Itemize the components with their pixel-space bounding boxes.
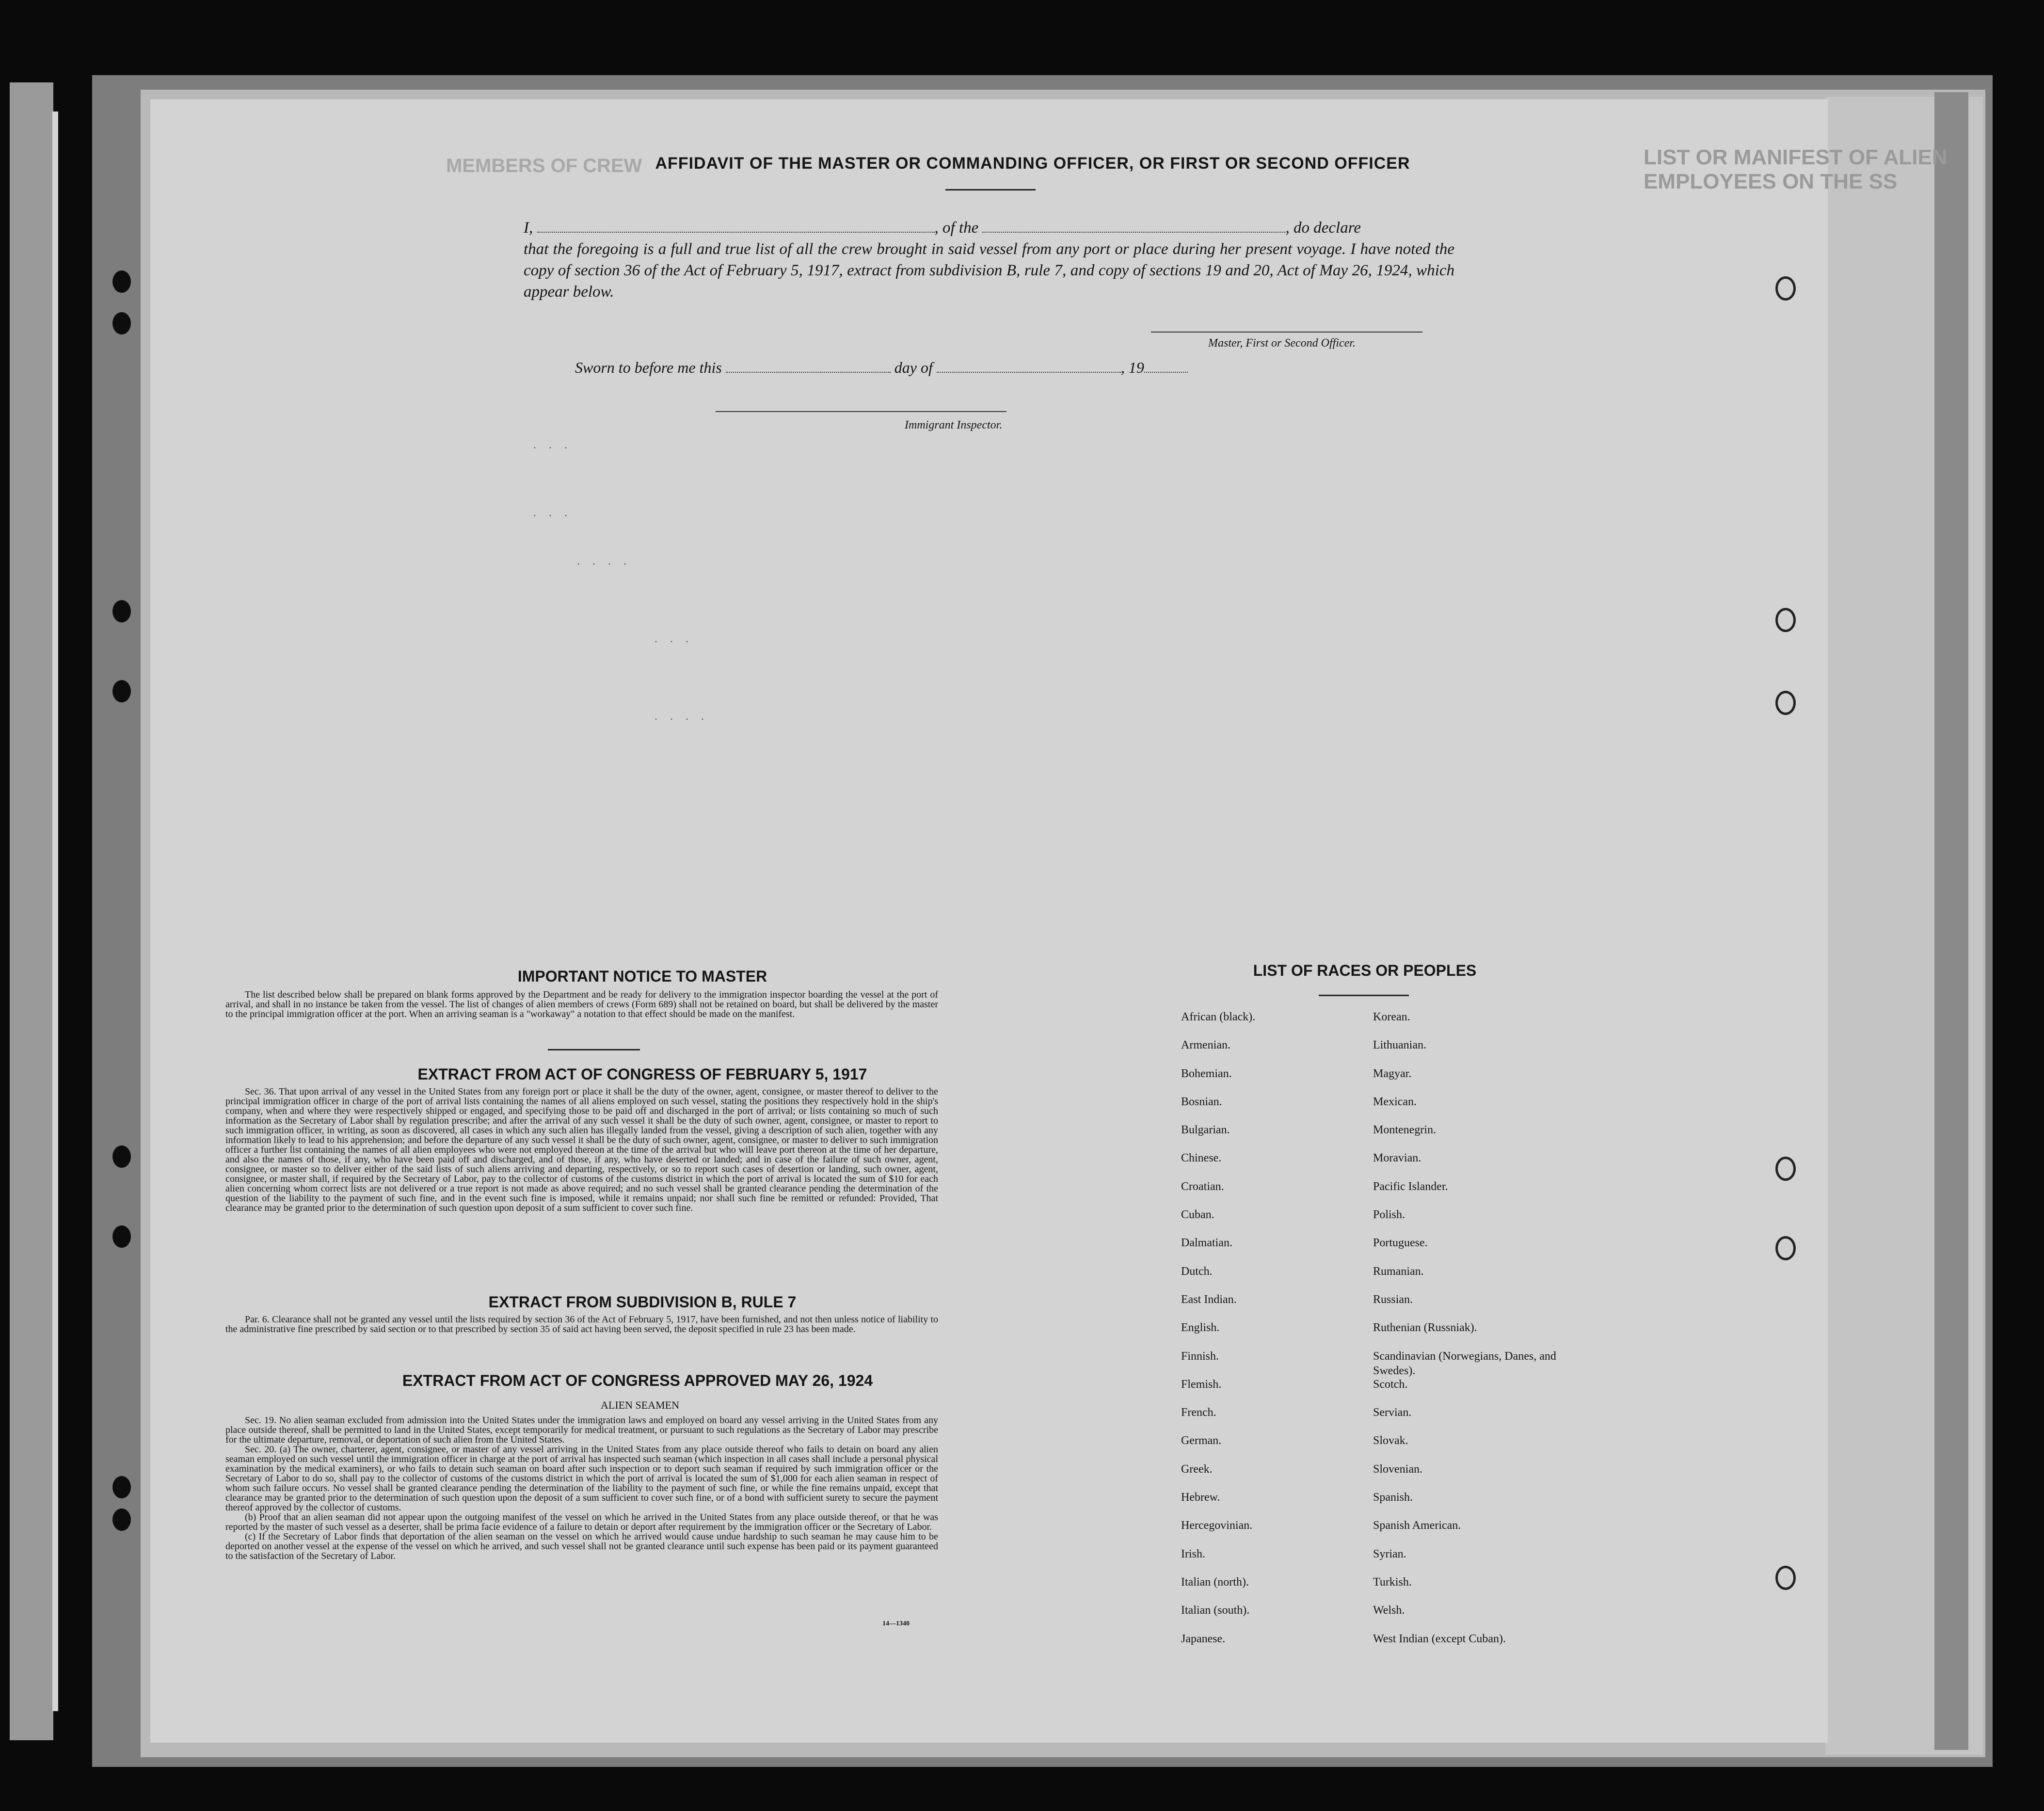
- race-item: Pacific Islander.: [1373, 1180, 1448, 1193]
- sec-20a-paragraph: Sec. 20. (a) The owner, charterer, agent, consignee, or master of any vessel arriving in the United States from any place outside thereof who fails to detain on board any alien seaman employed on such vessel until the immigration officer in charge at the port of arrival has inspected such seaman (which inspection in all cases shall include a personal physical examination by the medical examiners), or who fails to detain such seaman on board after such inspection or to deport such seaman if required by such immigration officer or the Secretary of Labor to do so, shall pay to the collector of customs of the customs district in which the port of arrival is located the sum of $1,000 for each alien seaman in respect of whom such failure occurs. No vessel shall be granted clearance pending the determination of the liability to the payment of such fine, or while the fine remains unpaid, except that clearance may be granted prior to the determination of such question upon the deposit of a sum sufficient to cover such fine, or of a bond with sufficient surety to secure the payment thereof approved by the collector of customs.: [225, 1444, 938, 1513]
- race-item: German.: [1181, 1434, 1222, 1447]
- race-item: Bulgarian.: [1181, 1124, 1230, 1137]
- race-item: Spanish American.: [1373, 1519, 1461, 1532]
- race-item: Portuguese.: [1373, 1237, 1428, 1250]
- race-item: Chinese.: [1181, 1152, 1222, 1165]
- sworn-month-blank[interactable]: [937, 363, 1121, 373]
- race-item: Finnish.: [1181, 1350, 1219, 1363]
- race-item: Hebrew.: [1181, 1491, 1220, 1504]
- extract-1917-paragraph: Sec. 36. That upon arrival of any vessel in the United States from any foreign port or place it shall be the duty of the owner, agent, consignee, or master thereof to deliver to the principal immigration officer in charge of the port of arrival lists containing the names of all aliens employed on such vessel, stating the positions they respectively hold in the ship's company, when and where they were respectively shipped or engaged, and specifying those to be paid off and discharged in the port of arrival; or lists containing so much of such information as the Secretary of Labor shall by regulation prescribe; and after the arrival of any such vessel it shall be the duty of such owner, agent, consignee, or master to report to such immigration officer, in writing, as soon as discovered, all cases in which any such alien has illegally landed from the vessel, giving a description of such alien, together with any information likely to lead to his apprehension; and before the departure of any such vessel it shall be the duty of such owner, agent, consignee, or master to deliver to such immigration officer a further list containing the names of all alien employees who were not employed thereon at the time of the arrival but who will leave port thereon at the time of her departure, and also the names of those, if any, who have been paid off and discharged, and of those, if any, who have deserted or landed; and in case of the failure of such owner, agent, consignee, or master so to deliver either of the said lists of such aliens arriving and departing, respectively, or so to report such cases of desertion or landing, such owner, agent, consignee, or master shall, if required by the Secretary of Labor, pay to the collector of customs of the customs district in which the port of arrival is located the sum of $10 for each alien concerning whom correct lists are not delivered or a true report is not made as above required; and no such vessel shall be granted clearance pending the determination of the question of the liability to the payment of such fine, and in the event such fine is imposed, while it remains unpaid; nor shall such fine be remitted or refunded: Provided, That clearance may be granted prior to the determination of such question upon deposit of a sum sufficient to cover such fine.: [225, 1086, 938, 1213]
- binder-hole-right: [1775, 1566, 1796, 1590]
- race-item: Scotch.: [1373, 1378, 1408, 1391]
- binder-hole: [112, 680, 131, 702]
- binder-hole: [112, 1145, 131, 1168]
- faint-dots: . . .: [533, 507, 572, 519]
- race-item: East Indian.: [1181, 1293, 1237, 1306]
- race-item: Slovenian.: [1373, 1462, 1422, 1476]
- race-item: Hercegovinian.: [1181, 1519, 1253, 1532]
- sworn-year-label: , 19: [1120, 359, 1144, 376]
- vessel-blank[interactable]: [982, 232, 1285, 233]
- extract-1917-body: [225, 1087, 938, 1213]
- affidavit-text: [524, 217, 1454, 302]
- sec-19-paragraph: Sec. 19. No alien seaman excluded from admission into the United States under the immigration laws and employed on board any vessel arriving in the United States from any place outside thereof, shall be permitted to land in the United States, except temporarily for medical treatment, or pursuant to such regulations as the Secretary of Labor may prescribe for the ultimate departure, removal, or deportation of such alien from the United States.: [225, 1415, 938, 1445]
- race-item: Japanese.: [1181, 1632, 1226, 1645]
- race-item: Moravian.: [1373, 1152, 1421, 1165]
- sworn-prefix: Sworn to before me this: [575, 359, 722, 376]
- signature-line[interactable]: [1151, 332, 1422, 333]
- inspector-signature-line[interactable]: [716, 411, 1006, 412]
- race-item: Flemish.: [1181, 1378, 1222, 1391]
- form-number: 14—1340: [882, 1620, 910, 1627]
- races-column-2: [1373, 1010, 1577, 1660]
- race-item: Italian (south).: [1181, 1604, 1250, 1617]
- extract-rule7-paragraph: Par. 6. Clearance shall not be granted any vessel until the lists required by section 36 of the Act of February 5, 1917, have been furnished, and not then unless notice of liability to the administrative fine prescribed by said section or to that prescribed by section 35 of said act having been served, the deposit specified in rule 23 has been made.: [225, 1314, 938, 1334]
- race-item: Scandinavian (Norwegians, Danes, and Swedes).: [1373, 1350, 1556, 1377]
- faint-dots: . . .: [533, 439, 572, 451]
- notice-body: [225, 990, 938, 1019]
- race-item: West Indian (except Cuban).: [1373, 1632, 1506, 1645]
- race-item: Rumanian.: [1373, 1265, 1424, 1278]
- inspector-label: Immigrant Inspector.: [905, 419, 1003, 431]
- divider: [548, 1049, 640, 1050]
- extract-1917-title: EXTRACT FROM ACT OF CONGRESS OF FEBRUARY 5, 1917: [417, 1065, 867, 1083]
- race-item: English.: [1181, 1321, 1220, 1334]
- binder-hole: [112, 1476, 131, 1498]
- race-item: Lithuanian.: [1373, 1039, 1426, 1052]
- alien-seamen-subtitle: ALIEN SEAMEN: [601, 1399, 679, 1411]
- bleed-through-header: LIST OR MANIFEST OF ALIEN EMPLOYEES ON THE SS: [1644, 145, 1948, 193]
- binder-hole: [112, 600, 131, 622]
- notice-paragraph: The list described below shall be prepared on blank forms approved by the Department and be ready for delivery to the immigration inspector boarding the vessel at the port of arrival, and shall in no instance be taken from the vessel. The list of changes of alien members of crews (Form 689) shall not be retained on board, but shall be delivered by the master to the principal immigration officer at the port. When an arriving seaman is a "workaway" a notation to that effect should be made on the manifest.: [225, 989, 938, 1019]
- race-item: Dalmatian.: [1181, 1237, 1232, 1250]
- divider: [945, 189, 1036, 191]
- race-item: Slovak.: [1373, 1434, 1408, 1447]
- race-item: Italian (north).: [1181, 1575, 1249, 1589]
- race-item: Mexican.: [1373, 1095, 1417, 1108]
- race-item: Servian.: [1373, 1406, 1412, 1419]
- race-item: Russian.: [1373, 1293, 1413, 1306]
- race-item: French.: [1181, 1406, 1216, 1419]
- notice-title: IMPORTANT NOTICE TO MASTER: [517, 968, 767, 985]
- race-item: Montenegrin.: [1373, 1124, 1436, 1137]
- extract-1924-body: [225, 1415, 938, 1561]
- race-item: Ruthenian (Russniak).: [1373, 1321, 1477, 1334]
- film-border-strip: [52, 111, 58, 1711]
- affidavit-i: I,: [524, 219, 533, 237]
- binder-hole-right: [1775, 276, 1796, 301]
- race-item: Turkish.: [1373, 1575, 1412, 1589]
- race-item: Croatian.: [1181, 1180, 1224, 1193]
- race-item: Bosnian.: [1181, 1095, 1222, 1108]
- sworn-day-label: day of: [894, 359, 933, 376]
- film-border-left: [10, 82, 53, 1740]
- extract-1924-title: EXTRACT FROM ACT OF CONGRESS APPROVED MAY 26, 1924: [402, 1372, 873, 1389]
- sworn-year-blank[interactable]: [1144, 363, 1188, 373]
- page-edge-shadow: [1934, 92, 1968, 1750]
- race-item: Polish.: [1373, 1208, 1405, 1222]
- faint-dots: . . .: [655, 633, 693, 645]
- race-item: Bohemian.: [1181, 1067, 1232, 1080]
- signature-label: Master, First or Second Officer.: [1208, 337, 1356, 349]
- affidavit-body: that the foregoing is a full and true list of all the crew brought in said vessel from any port or place during her present voyage. I have noted the copy of section 36 of the Act of February 5, 1917, extract from subdivision B, rule 7, and copy of sections 19 and 20, Act of May 26, 1924, which appear below.: [524, 240, 1454, 301]
- binder-hole: [112, 1509, 131, 1531]
- affidavit-declare: , do declare: [1285, 219, 1361, 237]
- binder-hole-right: [1775, 1157, 1796, 1181]
- race-item: African (black).: [1181, 1011, 1256, 1023]
- race-item: Cuban.: [1181, 1208, 1214, 1222]
- sec-20b-paragraph: (b) Proof that an alien seaman did not appear upon the outgoing manifest of the vessel on which he arrived in the United States from any place outside thereof, or that he was reported by the master of such vessel as a deserter, shall be prima facie evidence of a failure to detain or deport after requirement by the immigration officer or the Secretary of Labor.: [225, 1512, 938, 1532]
- race-item: Armenian.: [1181, 1039, 1230, 1052]
- races-title: LIST OF RACES OR PEOPLES: [1253, 962, 1477, 979]
- bleed-through-subheader: MEMBERS OF CREW: [446, 155, 642, 176]
- extract-rule7-title: EXTRACT FROM SUBDIVISION B, RULE 7: [488, 1293, 797, 1311]
- binder-hole-right: [1775, 691, 1796, 715]
- race-item: Syrian.: [1373, 1547, 1406, 1560]
- race-item: Korean.: [1373, 1011, 1410, 1023]
- affidavit-of-the: , of the: [934, 219, 979, 237]
- races-column-1: [1181, 1010, 1365, 1660]
- faint-dots: . . . .: [577, 555, 631, 568]
- binder-hole: [112, 312, 131, 334]
- binder-hole-right: [1775, 1236, 1796, 1260]
- binder-hole-right: [1775, 608, 1796, 632]
- faint-dots: . . . .: [655, 710, 709, 723]
- name-blank[interactable]: [537, 232, 935, 233]
- sec-20c-paragraph: (c) If the Secretary of Labor finds that deportation of the alien seaman on the vessel on which he arrived would cause undue hardship to such seaman he may cause him to be deported on another vessel at the expense of the vessel on which he arrived, and such vessel shall not be granted clearance until such expense has been paid or its payment guaranteed to the satisfaction of the Secretary of Labor.: [225, 1531, 938, 1561]
- race-item: Dutch.: [1181, 1265, 1213, 1278]
- extract-rule7-body: [225, 1315, 938, 1334]
- race-item: Magyar.: [1373, 1067, 1412, 1080]
- sworn-line: [575, 359, 1188, 377]
- binder-hole: [112, 1225, 131, 1248]
- race-item: Irish.: [1181, 1547, 1205, 1560]
- race-item: Welsh.: [1373, 1604, 1405, 1617]
- sworn-day-blank[interactable]: [726, 363, 891, 373]
- race-item: Greek.: [1181, 1462, 1213, 1476]
- divider: [1319, 995, 1409, 996]
- race-item: Spanish.: [1373, 1491, 1413, 1504]
- affidavit-title: AFFIDAVIT OF THE MASTER OR COMMANDING OFFICER, OR FIRST OR SECOND OFFICER: [655, 154, 1410, 173]
- binder-hole: [112, 270, 131, 293]
